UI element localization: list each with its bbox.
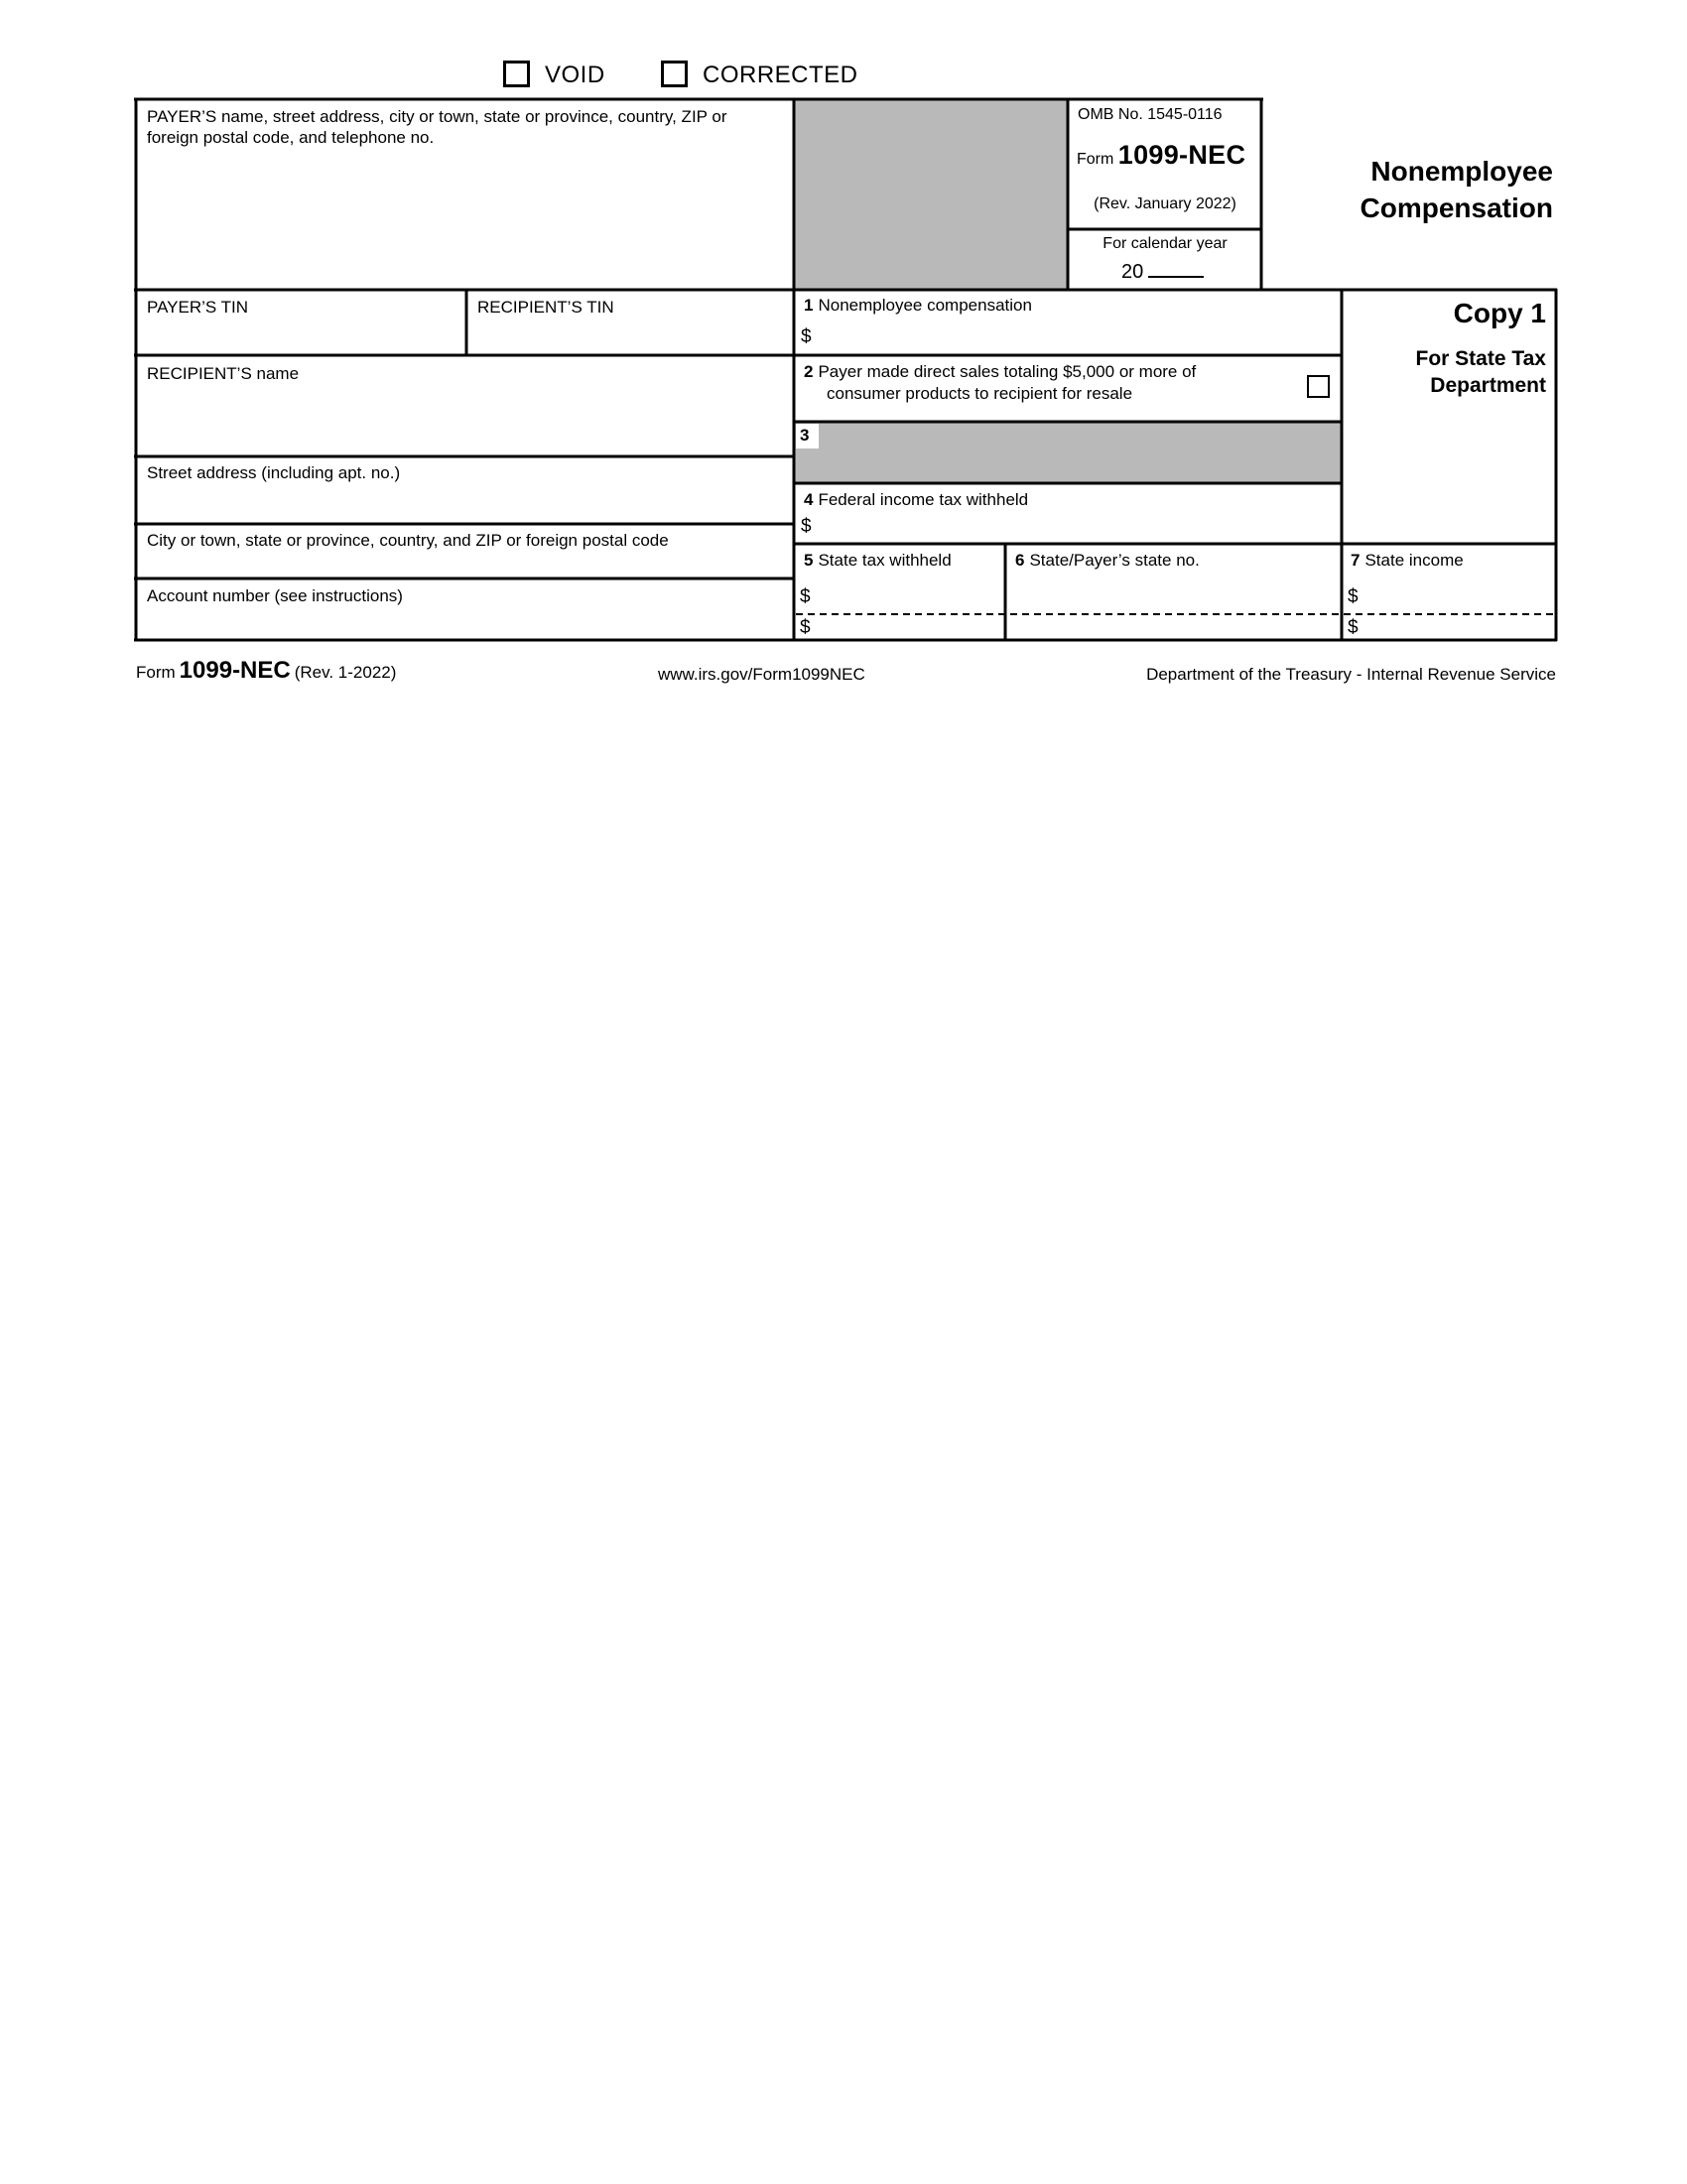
form-title <box>1270 153 1553 226</box>
copy-label: Copy 1 <box>1453 298 1546 328</box>
box5-amount-row2-input-area[interactable] <box>817 616 1001 637</box>
box6-label <box>1015 550 1200 571</box>
omb-number: OMB No. 1545-0116 <box>1078 106 1223 123</box>
footer-revision: (Rev. 1-2022) <box>294 663 397 682</box>
box7-dollar-row1: $ <box>1348 586 1359 607</box>
account-number-input-area[interactable] <box>140 607 789 637</box>
box1-number: 1 <box>804 296 814 315</box>
box7-amount-row1-input-area[interactable] <box>1364 585 1551 611</box>
box1-label-text: Nonemployee compensation <box>818 296 1032 315</box>
box5-amount-row1-input-area[interactable] <box>817 585 1001 611</box>
box4-label <box>804 489 1028 510</box>
recipients-name-label: RECIPIENT’S name <box>147 364 300 383</box>
box4-number: 4 <box>804 490 814 509</box>
street-address-label: Street address (including apt. no.) <box>147 463 401 482</box>
box7-label-text: State income <box>1364 551 1464 570</box>
box2-label <box>804 361 1300 382</box>
box3-number: 3 <box>796 424 819 449</box>
footer-form-id <box>136 657 396 685</box>
footer-form-number: 1099-NEC <box>179 657 291 684</box>
box1-label <box>804 295 1032 316</box>
box7-number: 7 <box>1351 551 1361 570</box>
omb-form-number <box>1077 140 1245 171</box>
box6-label-text: State/Payer’s state no. <box>1029 551 1200 570</box>
recipients-tin-label: RECIPIENT’S TIN <box>477 298 614 317</box>
copy-for-line1: For State Tax <box>1415 347 1546 370</box>
city-label: City or town, state or province, country, and ZIP or foreign postal code <box>147 531 669 550</box>
box6-number: 6 <box>1015 551 1025 570</box>
box4-amount-input-area[interactable] <box>820 514 1336 540</box>
omb-revision: (Rev. January 2022) <box>1094 195 1236 212</box>
form-title-line2: Compensation <box>1360 193 1553 223</box>
box1-dollar-sign: $ <box>801 326 812 347</box>
void-label: VOID <box>545 62 605 88</box>
corrected-checkbox[interactable] <box>661 61 688 87</box>
payers-tin-input-area[interactable] <box>140 320 462 352</box>
box5-dollar-row2: $ <box>800 617 811 638</box>
box6-state-no-row2-input-area[interactable] <box>1010 616 1338 637</box>
box2-label-line2: consumer products to recipient for resale <box>827 384 1133 403</box>
void-checkbox[interactable] <box>503 61 530 87</box>
form-number: 1099-NEC <box>1117 140 1246 170</box>
account-number-label: Account number (see instructions) <box>147 586 403 605</box>
box7-amount-row2-input-area[interactable] <box>1364 616 1551 637</box>
box6-state-no-row1-input-area[interactable] <box>1010 585 1338 611</box>
city-input-area[interactable] <box>140 552 789 576</box>
box5-dollar-row1: $ <box>800 586 811 607</box>
payers-tin-label: PAYER’S TIN <box>147 298 249 317</box>
calendar-year-value: 20 <box>1121 261 1144 283</box>
calendar-year-blank[interactable] <box>1148 257 1204 278</box>
box2-label-line1: Payer made direct sales totaling $5,000 or more of <box>818 362 1197 381</box>
box5-label-text: State tax withheld <box>818 551 952 570</box>
street-address-input-area[interactable] <box>140 486 789 520</box>
box7-label <box>1351 550 1464 571</box>
box7-dollar-row2: $ <box>1348 617 1359 638</box>
recipients-tin-input-area[interactable] <box>471 320 789 352</box>
payer-info-input-area[interactable] <box>140 151 790 286</box>
payer-info-label: PAYER’S name, street address, city or town, state or province, country, ZIP or foreign postal code, and telephone no. <box>147 107 727 147</box>
recipients-name-input-area[interactable] <box>140 389 789 452</box>
box4-label-text: Federal income tax withheld <box>818 490 1029 509</box>
corrected-label: CORRECTED <box>703 62 858 88</box>
box2-number: 2 <box>804 362 814 381</box>
box5-label <box>804 550 952 571</box>
calendar-year-label: For calendar year <box>1103 235 1228 252</box>
calendar-year-row <box>1121 257 1204 284</box>
box1-amount-input-area[interactable] <box>820 323 1336 351</box>
box4-dollar-sign: $ <box>801 516 812 537</box>
box2-direct-sales-checkbox[interactable] <box>1307 375 1330 398</box>
footer-website-link[interactable]: www.irs.gov/Form1099NEC <box>658 665 865 684</box>
box5-number: 5 <box>804 551 814 570</box>
form-word: Form <box>1077 151 1114 168</box>
footer-department: Department of the Treasury - Internal Revenue Service <box>1146 665 1556 684</box>
copy-block <box>1352 298 1546 399</box>
footer-form-word: Form <box>136 663 176 682</box>
copy-for-line2: Department <box>1430 374 1546 397</box>
form-title-line1: Nonemployee <box>1370 156 1553 187</box>
